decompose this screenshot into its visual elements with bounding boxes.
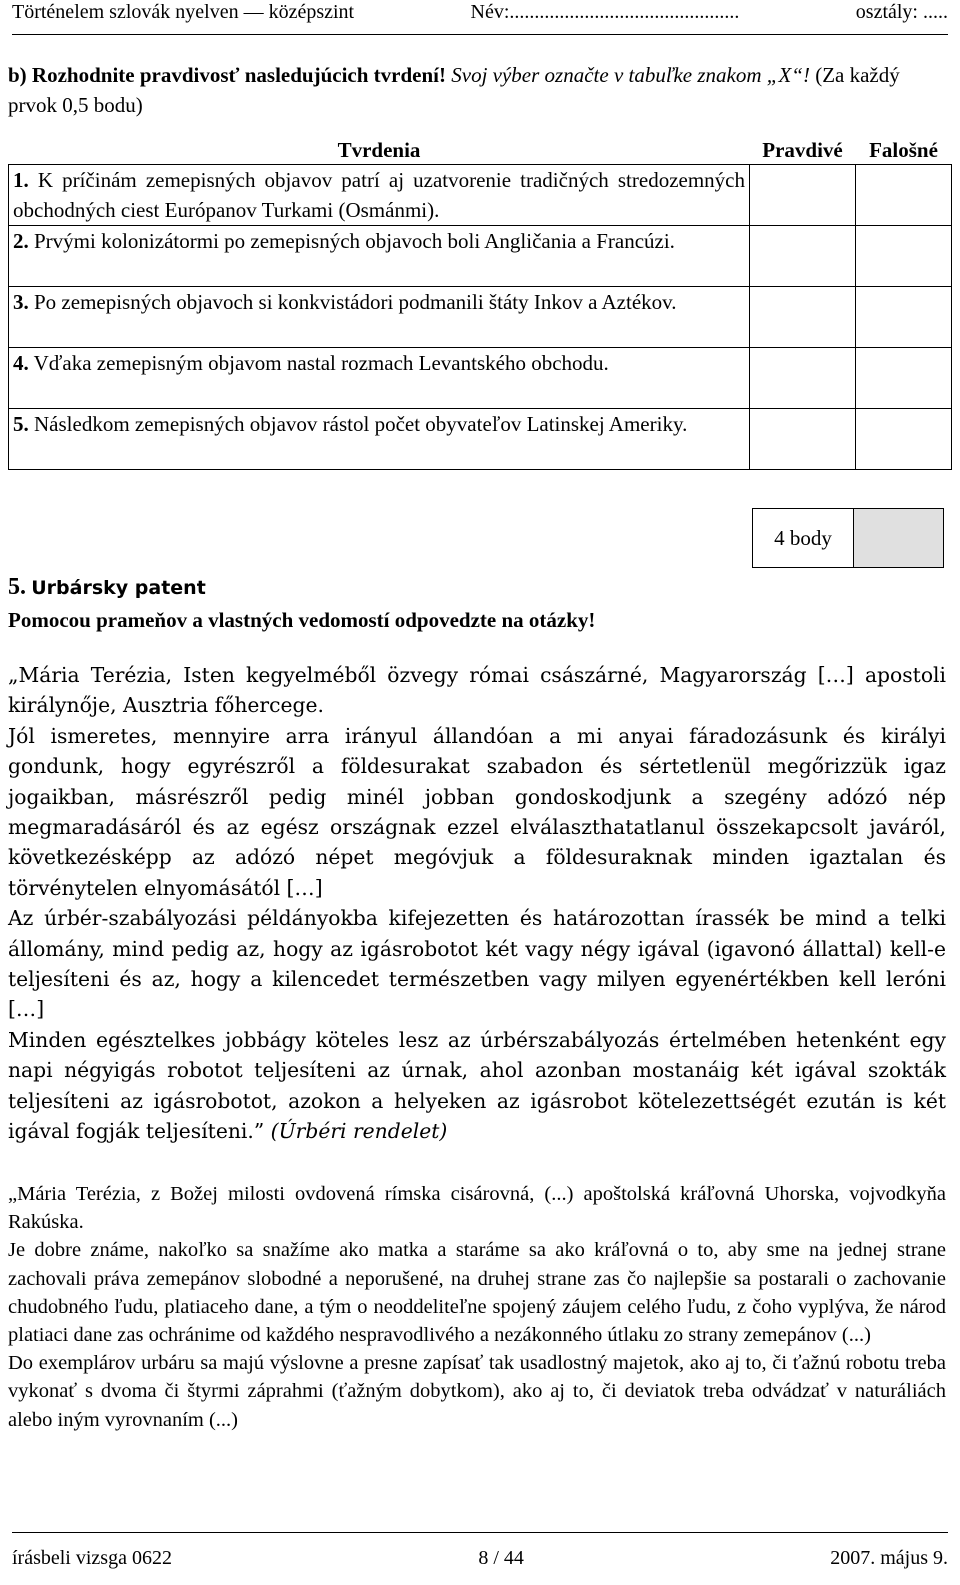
header-false: Falošné (869, 138, 938, 162)
table-row (9, 165, 952, 226)
true-checkbox-cell[interactable] (750, 287, 856, 348)
table-row (9, 287, 952, 348)
task5-title: Urbársky patent (31, 577, 206, 599)
statement-text: Prvými kolonizátormi po zemepisných objavoch boli Angličania a Francúzi. (34, 229, 675, 253)
task-b-label: b) Rozhodnite pravdivosť nasledujúcich tvrdení! (8, 63, 446, 87)
true-checkbox-cell[interactable] (750, 348, 856, 409)
task5-heading (8, 572, 206, 603)
points-box: 4 body (752, 508, 854, 568)
statement-number: 5. (13, 412, 29, 436)
statement-number: 4. (13, 351, 29, 375)
page-header (12, 0, 948, 35)
header-statements: Tvrdenia (337, 138, 421, 162)
true-checkbox-cell[interactable] (750, 165, 856, 226)
true-checkbox-cell[interactable] (750, 226, 856, 287)
header-subject: Történelem szlovák nyelven — középszint (12, 1, 355, 23)
task-b-points: (Za každý prvok 0,5 bodu) (8, 63, 900, 117)
source-slovak (8, 1180, 946, 1434)
false-checkbox-cell[interactable] (856, 226, 952, 287)
footer-date: 2007. május 9. (830, 1547, 948, 1569)
table-header-row (9, 136, 952, 165)
false-checkbox-cell[interactable] (856, 165, 952, 226)
source-hu-text: Minden egésztelkes jobbágy köteles lesz az úrbérszabályozás értelmében hetenként egy napi négyigás robotot teljesíteni az úrnak, ahol azonban mostanáig két igával szokták teljesíteni az igásrobotot, azokon a helyeken az igásrobot kötelezettségét ezután is két igával fogják teljesíteni.” (8, 1027, 946, 1144)
false-checkbox-cell[interactable] (856, 287, 952, 348)
statements-table (8, 136, 952, 470)
source-hu-paragraph: „Mária Terézia, Isten kegyelméből özvegy római császárné, Magyarország […] apostoli királynője, Ausztria főhercege. (8, 663, 946, 718)
statement-cell (9, 409, 750, 470)
table-row (9, 348, 952, 409)
table-row (9, 226, 952, 287)
statement-cell (9, 226, 750, 287)
points-score-field[interactable] (853, 508, 944, 568)
true-checkbox-cell[interactable] (750, 409, 856, 470)
statement-cell (9, 287, 750, 348)
table-row (9, 409, 952, 470)
footer-page-number: 8 / 44 (478, 1547, 524, 1569)
task-b-italic: Svoj výber označte v tabuľke znakom „X“! (451, 63, 810, 87)
statement-number: 3. (13, 290, 29, 314)
statement-cell (9, 348, 750, 409)
source-sk-paragraph: Do exemplárov urbáru sa majú výslovne a presne zapísať tak usadlostný majetok, ako aj to, či ťažnú robotu treba vykonať s dvoma či štyrmi záprahmi (ťažným dobytkom), ako aj to, či deviatok treba odvádzať v naturáliách alebo iným vyrovnaním (...) (8, 1352, 946, 1431)
false-checkbox-cell[interactable] (856, 348, 952, 409)
task-b-instruction (8, 60, 950, 120)
source-hu-paragraph: Jól ismeretes, mennyire arra irányul állandóan a mi anyai fáradozásunk és királyi gondunk, hogy egyrészről a földesurakat szabadon és sértetlenül megőrizzük igaz jogaikban, másrészről pedig minél jobban gondoskodjunk a szegény adózó nép megmaradásáról és az egész országnak ezzel elválaszthatatlanul összekapcsolt javáról, következésképp az adózó népet megóvjuk a földesuraknak minden igaztalan és törvénytelen elnyomásától […] (8, 723, 946, 900)
source-hu-paragraph (8, 1025, 946, 1147)
source-hu-paragraph: Az úrbér-szabályozási példányokba kifejezetten és határozottan írassék be mind a telki állomány, mind pedig az, hogy az igásrobotot két vagy négy igával (igavonó állattal) kell-e teljesíteni és az, hogy a kilencedet természetben vagy milyen egyenértékben kell leróni […] (8, 906, 946, 1022)
header-class-field: osztály: ..... (855, 1, 948, 23)
statement-text: K príčinám zemepisných objavov patrí aj uzatvorenie tradičných stredozemných obchodných ciest Európanov Turkami (Osmánmi). (13, 168, 745, 222)
statement-number: 1. (13, 168, 29, 192)
statement-cell (9, 165, 750, 226)
header-name-field: Név:.............................................. (470, 1, 740, 23)
footer-exam: írásbeli vizsga 0622 (12, 1547, 172, 1569)
source-hu-citation: (Úrbéri rendelet) (270, 1119, 448, 1144)
source-hungarian (8, 660, 946, 1147)
statement-text: Po zemepisných objavoch si konkvistádori podmanili štáty Inkov a Aztékov. (34, 290, 677, 314)
source-sk-paragraph: Je dobre známe, nakoľko sa snažíme ako matka a staráme sa ako kráľovná o to, aby sme na jednej strane zachovali práva zemepánov slobodné a neporušené, na druhej strane zas čo najlepšie sa postarali o zachovanie chudobného ľudu, platiaceho dane, a tým o neoddeliteľne spojený záujem celého ľudu, z čoho vyplýva, že národ platiaci dane zas ochránime od každého nespravodlivého a nezákonného útlaku zo strany zemepánov (...) (8, 1239, 946, 1347)
header-true: Pravdivé (762, 138, 843, 162)
statement-text: Následkom zemepisných objavov rástol počet obyvateľov Latinskej Ameriky. (34, 412, 688, 436)
task5-instruction: Pomocou prameňov a vlastných vedomostí odpovedzte na otázky! (8, 608, 596, 632)
false-checkbox-cell[interactable] (856, 409, 952, 470)
statement-text: Vďaka zemepisným objavom nastal rozmach Levantského obchodu. (33, 351, 609, 375)
page-footer (12, 1532, 948, 1570)
task5-number: 5. (8, 574, 26, 600)
statement-number: 2. (13, 229, 29, 253)
source-sk-paragraph: „Mária Terézia, z Božej milosti ovdovená rímska cisárovná, (...) apoštolská kráľovná Uhorska, vojvodkyňa Rakúska. (8, 1183, 946, 1234)
